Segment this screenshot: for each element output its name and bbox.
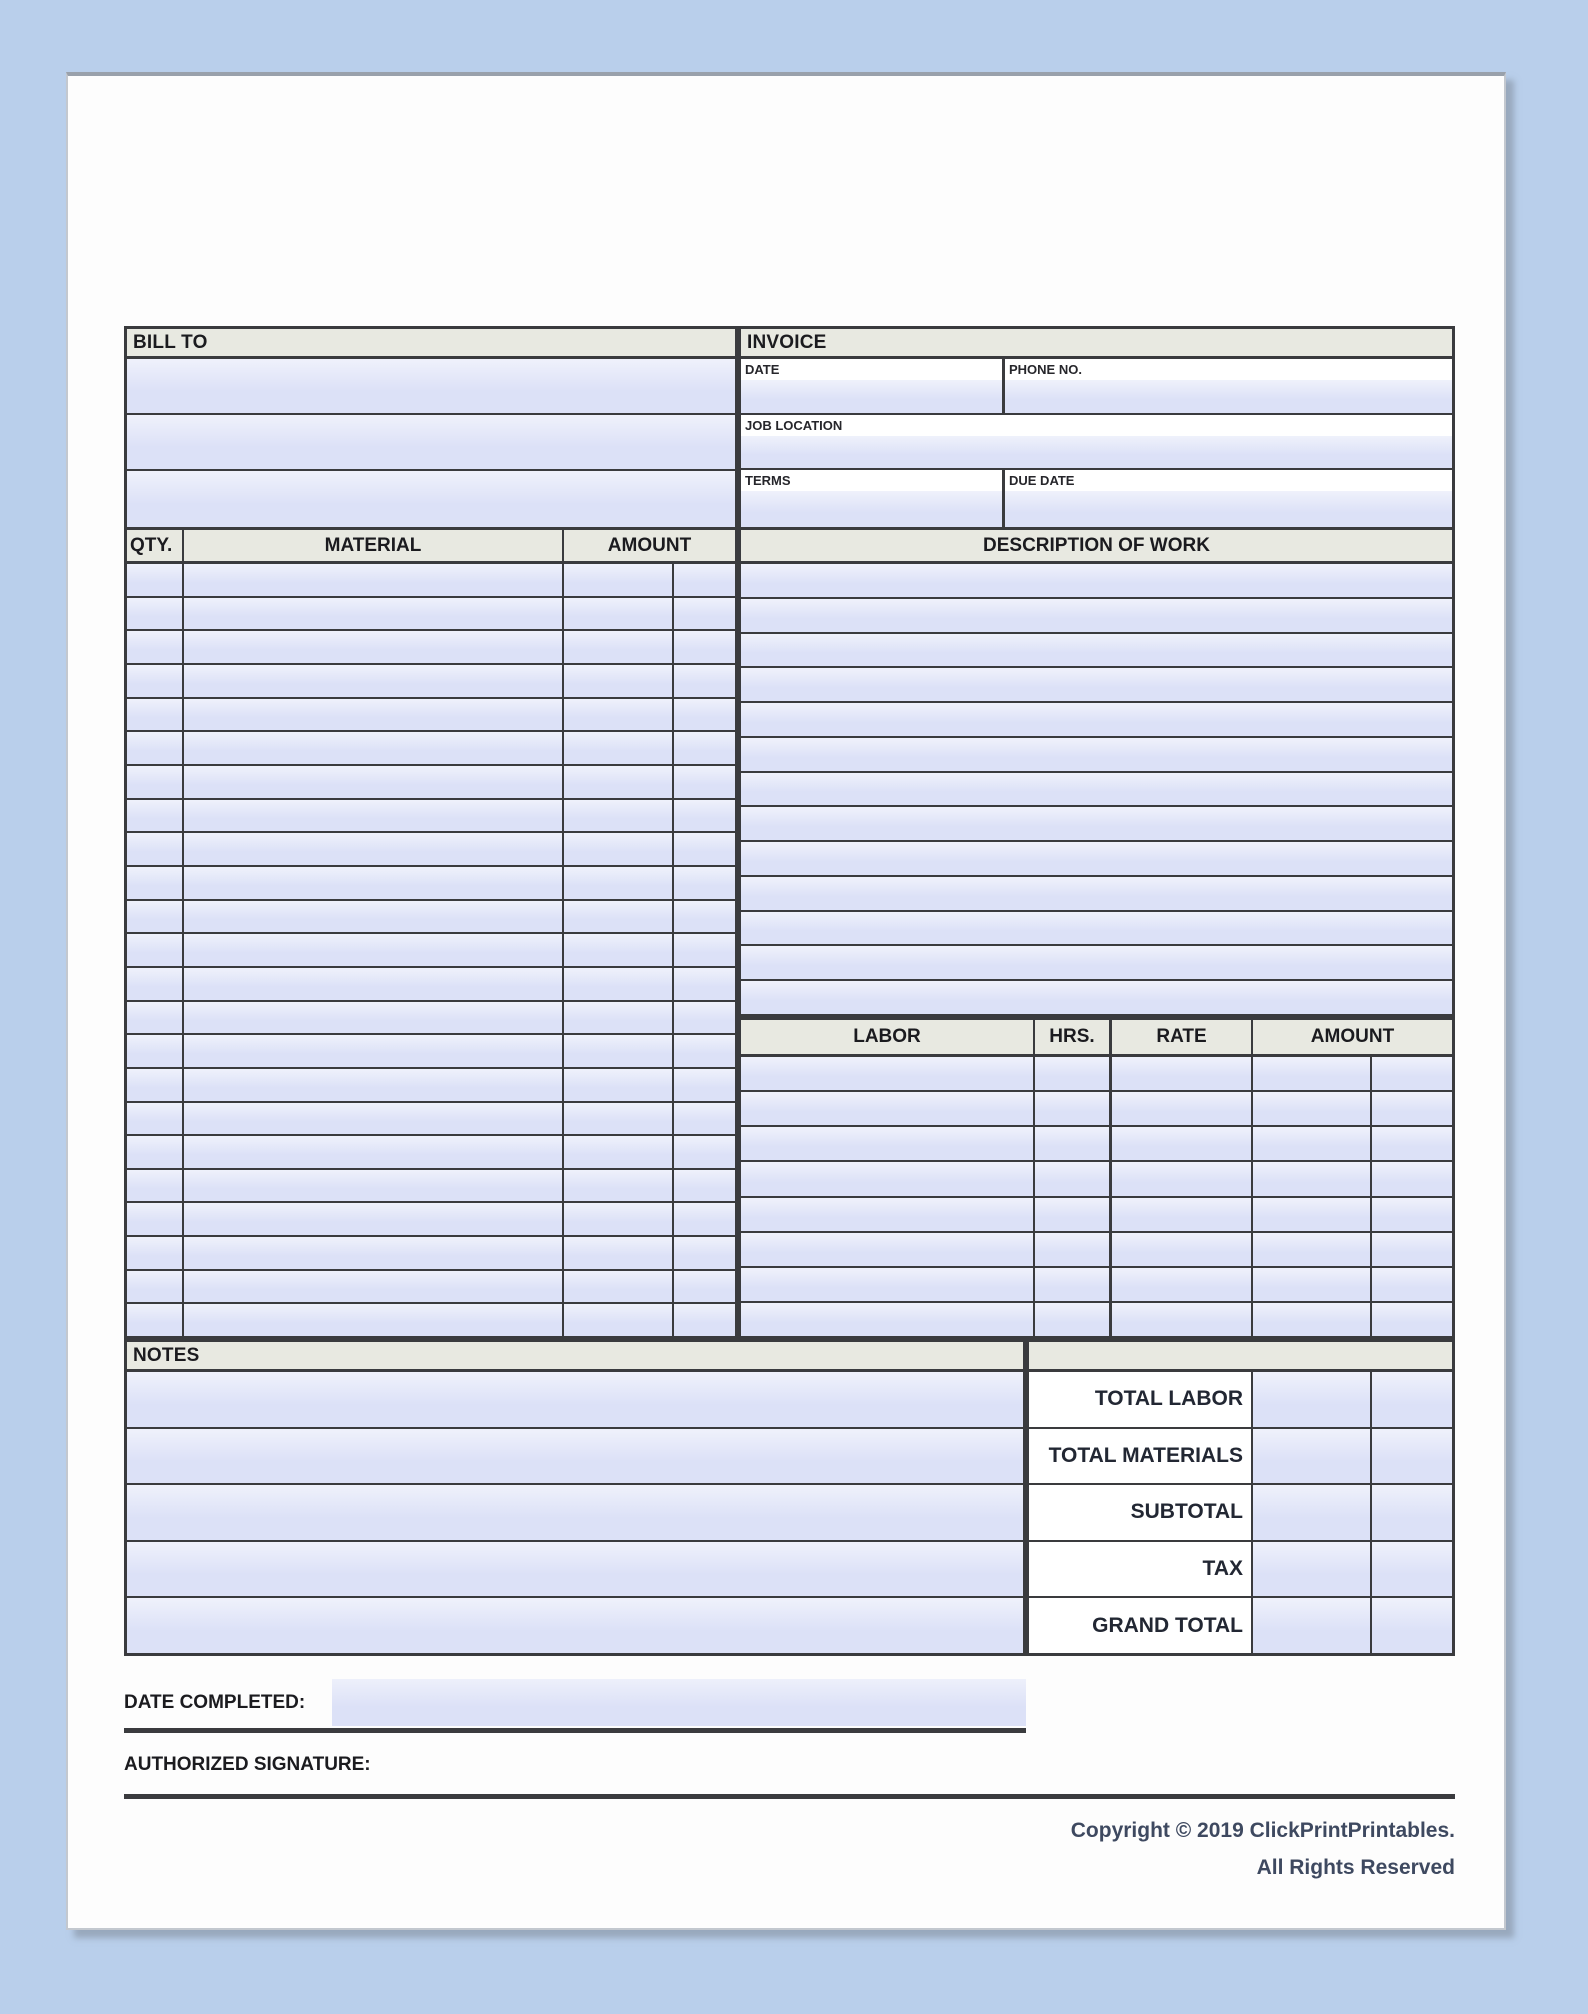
invoice-label: INVOICE [747, 331, 827, 353]
bill-to-label: BILL TO [133, 331, 208, 353]
labor-cell[interactable] [741, 1057, 1035, 1090]
notes-section [124, 1339, 1026, 1656]
notes-body [127, 1372, 1023, 1653]
bill-to-header [127, 329, 735, 359]
labor-body [741, 1057, 1452, 1336]
labor-row [741, 1127, 1452, 1162]
tax-cents-cell[interactable] [1372, 1542, 1452, 1597]
description-row[interactable] [741, 599, 1452, 634]
material-cell[interactable] [184, 1103, 564, 1135]
material-row [127, 699, 735, 733]
terms-input[interactable] [741, 491, 1002, 527]
material-amount-dollars-cell[interactable] [564, 1035, 674, 1067]
material-amount-cents-cell[interactable] [674, 1237, 735, 1269]
labor-amount-dollars-cell[interactable] [1253, 1268, 1372, 1301]
labor-column-header: LABOR [741, 1020, 1035, 1054]
total-materials-cents-cell[interactable] [1372, 1429, 1452, 1484]
description-row[interactable] [741, 877, 1452, 912]
material-cell[interactable] [184, 1136, 564, 1168]
rate-cell[interactable] [1112, 1268, 1253, 1301]
due-date-input[interactable] [1005, 491, 1452, 527]
material-cell[interactable] [184, 598, 564, 630]
labor-amount-dollars-cell[interactable] [1253, 1162, 1372, 1195]
tax-label: TAX [1029, 1542, 1253, 1597]
material-amount-cents-cell[interactable] [674, 1103, 735, 1135]
material-amount-dollars-cell[interactable] [564, 1002, 674, 1034]
material-amount-dollars-cell[interactable] [564, 665, 674, 697]
qty-cell[interactable] [127, 934, 184, 966]
grand-total-row [1029, 1598, 1452, 1653]
material-amount-cents-cell[interactable] [674, 1136, 735, 1168]
total-labor-cents-cell[interactable] [1372, 1372, 1452, 1427]
job-location-input[interactable] [741, 436, 1452, 468]
invoice-row-terms-due [741, 470, 1452, 527]
labor-amount-cents-cell[interactable] [1372, 1233, 1452, 1266]
material-amount-cents-cell[interactable] [674, 1271, 735, 1303]
material-amount-dollars-cell[interactable] [564, 867, 674, 899]
material-row [127, 1136, 735, 1170]
qty-cell[interactable] [127, 833, 184, 865]
copyright-line-1: Copyright © 2019 ClickPrintPrintables. [1070, 1819, 1455, 1842]
materials-header-row [127, 530, 735, 564]
bill-to-input-row-1[interactable] [127, 359, 735, 415]
labor-cell[interactable] [741, 1127, 1035, 1160]
phone-field [1005, 359, 1452, 413]
notes-row[interactable] [127, 1542, 1023, 1599]
material-amount-cents-cell[interactable] [674, 833, 735, 865]
material-amount-cents-cell[interactable] [674, 631, 735, 663]
subtotal-label: SUBTOTAL [1029, 1485, 1253, 1540]
material-row [127, 564, 735, 598]
material-amount-dollars-cell[interactable] [564, 1170, 674, 1202]
subtotal-row [1029, 1485, 1452, 1542]
labor-amount-dollars-cell[interactable] [1253, 1057, 1372, 1090]
description-of-work-section [738, 527, 1455, 1017]
subtotal-dollars-cell[interactable] [1253, 1485, 1372, 1540]
tax-dollars-cell[interactable] [1253, 1542, 1372, 1597]
tax-row [1029, 1542, 1452, 1599]
grand-total-cents-cell[interactable] [1372, 1598, 1452, 1653]
material-row [127, 800, 735, 834]
material-row [127, 665, 735, 699]
labor-row [741, 1303, 1452, 1336]
material-amount-dollars-cell[interactable] [564, 968, 674, 1000]
labor-amount-dollars-cell[interactable] [1253, 1092, 1372, 1125]
material-amount-cents-cell[interactable] [674, 1304, 735, 1336]
totals-body [1029, 1372, 1452, 1653]
material-amount-dollars-cell[interactable] [564, 699, 674, 731]
material-amount-cents-cell[interactable] [674, 766, 735, 798]
material-row [127, 732, 735, 766]
labor-header-row [741, 1020, 1452, 1057]
terms-label: TERMS [741, 470, 1002, 491]
material-amount-dollars-cell[interactable] [564, 800, 674, 832]
material-amount-cents-cell[interactable] [674, 1035, 735, 1067]
labor-amount-cents-cell[interactable] [1372, 1303, 1452, 1336]
qty-cell[interactable] [127, 1271, 184, 1303]
labor-row [741, 1268, 1452, 1303]
labor-row [741, 1092, 1452, 1127]
labor-cell[interactable] [741, 1303, 1035, 1336]
date-label: DATE [741, 359, 1002, 380]
date-field [741, 359, 1005, 413]
qty-cell[interactable] [127, 1002, 184, 1034]
labor-row [741, 1162, 1452, 1197]
labor-amount-cents-cell[interactable] [1372, 1092, 1452, 1125]
qty-cell[interactable] [127, 1170, 184, 1202]
qty-cell[interactable] [127, 800, 184, 832]
material-cell[interactable] [184, 665, 564, 697]
labor-amount-cents-cell[interactable] [1372, 1057, 1452, 1090]
description-row[interactable] [741, 912, 1452, 947]
invoice-page [66, 72, 1506, 1930]
subtotal-cents-cell[interactable] [1372, 1485, 1452, 1540]
material-cell[interactable] [184, 732, 564, 764]
grand-total-dollars-cell[interactable] [1253, 1598, 1372, 1653]
labor-amount-dollars-cell[interactable] [1253, 1233, 1372, 1266]
qty-cell[interactable] [127, 598, 184, 630]
material-amount-dollars-cell[interactable] [564, 1271, 674, 1303]
material-cell[interactable] [184, 800, 564, 832]
material-cell[interactable] [184, 1170, 564, 1202]
qty-cell[interactable] [127, 901, 184, 933]
material-row [127, 968, 735, 1002]
due-date-label: DUE DATE [1005, 470, 1452, 491]
materials-table [124, 527, 738, 1339]
description-row[interactable] [741, 946, 1452, 981]
material-row [127, 1271, 735, 1305]
material-amount-dollars-cell[interactable] [564, 1203, 674, 1235]
material-amount-dollars-cell[interactable] [564, 732, 674, 764]
rate-column-header: RATE [1112, 1020, 1253, 1054]
material-row [127, 1304, 735, 1336]
material-amount-dollars-cell[interactable] [564, 1103, 674, 1135]
material-cell[interactable] [184, 934, 564, 966]
material-cell[interactable] [184, 1069, 564, 1101]
hrs-cell[interactable] [1035, 1127, 1112, 1160]
material-amount-dollars-cell[interactable] [564, 934, 674, 966]
material-amount-cents-cell[interactable] [674, 1002, 735, 1034]
hrs-cell[interactable] [1035, 1303, 1112, 1336]
material-amount-dollars-cell[interactable] [564, 598, 674, 630]
material-cell[interactable] [184, 699, 564, 731]
notes-row[interactable] [127, 1429, 1023, 1486]
material-row [127, 1002, 735, 1036]
notes-label: NOTES [133, 1344, 200, 1366]
material-amount-cents-cell[interactable] [674, 867, 735, 899]
hrs-cell[interactable] [1035, 1162, 1112, 1195]
hrs-cell[interactable] [1035, 1198, 1112, 1231]
material-cell[interactable] [184, 1304, 564, 1336]
rate-cell[interactable] [1112, 1162, 1253, 1195]
qty-cell[interactable] [127, 1103, 184, 1135]
material-cell[interactable] [184, 1237, 564, 1269]
labor-amount-cents-cell[interactable] [1372, 1127, 1452, 1160]
job-location-label: JOB LOCATION [741, 415, 1452, 436]
material-amount-cents-cell[interactable] [674, 800, 735, 832]
rate-cell[interactable] [1112, 1057, 1253, 1090]
labor-amount-dollars-cell[interactable] [1253, 1198, 1372, 1231]
material-row [127, 901, 735, 935]
material-amount-dollars-cell[interactable] [564, 564, 674, 596]
materials-body [127, 564, 735, 1336]
labor-row [741, 1057, 1452, 1092]
qty-cell[interactable] [127, 564, 184, 596]
material-amount-cents-cell[interactable] [674, 665, 735, 697]
labor-cell[interactable] [741, 1162, 1035, 1195]
notes-row[interactable] [127, 1485, 1023, 1542]
bill-to-input-row-2[interactable] [127, 415, 735, 471]
qty-cell[interactable] [127, 665, 184, 697]
material-amount-cents-cell[interactable] [674, 598, 735, 630]
material-amount-dollars-cell[interactable] [564, 1304, 674, 1336]
material-amount-cents-cell[interactable] [674, 564, 735, 596]
grand-total-label: GRAND TOTAL [1029, 1598, 1253, 1653]
authorized-signature-label: AUTHORIZED SIGNATURE: [124, 1754, 371, 1775]
material-amount-cents-cell[interactable] [674, 699, 735, 731]
description-row[interactable] [741, 981, 1452, 1014]
date-completed-label: DATE COMPLETED: [124, 1692, 306, 1713]
total-materials-label: TOTAL MATERIALS [1029, 1429, 1253, 1484]
qty-cell[interactable] [127, 1304, 184, 1336]
total-labor-dollars-cell[interactable] [1253, 1372, 1372, 1427]
material-row [127, 1203, 735, 1237]
material-row [127, 867, 735, 901]
material-cell[interactable] [184, 867, 564, 899]
invoice-header [741, 329, 1452, 359]
description-row[interactable] [741, 668, 1452, 703]
notes-row[interactable] [127, 1598, 1023, 1653]
date-completed-underline [124, 1728, 1026, 1733]
material-amount-cents-cell[interactable] [674, 934, 735, 966]
labor-amount-dollars-cell[interactable] [1253, 1303, 1372, 1336]
qty-cell[interactable] [127, 968, 184, 1000]
material-amount-dollars-cell[interactable] [564, 1136, 674, 1168]
date-input[interactable] [741, 380, 1002, 413]
hrs-cell[interactable] [1035, 1268, 1112, 1301]
material-cell[interactable] [184, 1035, 564, 1067]
notes-header [127, 1342, 1023, 1372]
material-row [127, 1035, 735, 1069]
material-column-header: MATERIAL [184, 530, 564, 561]
authorized-signature-line [124, 1794, 1455, 1799]
description-row[interactable] [741, 703, 1452, 738]
labor-row [741, 1233, 1452, 1268]
material-amount-dollars-cell[interactable] [564, 833, 674, 865]
material-cell[interactable] [184, 766, 564, 798]
qty-column-header: QTY. [127, 530, 184, 561]
rate-cell[interactable] [1112, 1198, 1253, 1231]
description-row[interactable] [741, 634, 1452, 669]
materials-amount-column-header: AMOUNT [607, 534, 692, 556]
rate-cell[interactable] [1112, 1127, 1253, 1160]
description-row[interactable] [741, 564, 1452, 599]
material-row [127, 766, 735, 800]
qty-cell[interactable] [127, 1136, 184, 1168]
labor-cell[interactable] [741, 1092, 1035, 1125]
qty-cell[interactable] [127, 1069, 184, 1101]
material-row [127, 1103, 735, 1137]
copyright-notice [124, 1812, 1455, 1886]
hrs-cell[interactable] [1035, 1092, 1112, 1125]
material-amount-dollars-cell[interactable] [564, 766, 674, 798]
labor-cell[interactable] [741, 1268, 1035, 1301]
copyright-line-2: All Rights Reserved [1256, 1856, 1455, 1879]
qty-cell[interactable] [127, 766, 184, 798]
material-row [127, 833, 735, 867]
qty-cell[interactable] [127, 732, 184, 764]
material-amount-dollars-cell[interactable] [564, 631, 674, 663]
labor-cell[interactable] [741, 1233, 1035, 1266]
material-cell[interactable] [184, 901, 564, 933]
phone-input[interactable] [1005, 380, 1452, 413]
totals-section [1026, 1339, 1455, 1656]
invoice-row-job-location [741, 415, 1452, 470]
qty-cell[interactable] [127, 1237, 184, 1269]
job-location-field [741, 415, 1452, 468]
material-cell[interactable] [184, 833, 564, 865]
material-amount-cents-cell[interactable] [674, 1069, 735, 1101]
rate-cell[interactable] [1112, 1092, 1253, 1125]
material-amount-cents-cell[interactable] [674, 732, 735, 764]
material-row [127, 1069, 735, 1103]
labor-cell[interactable] [741, 1198, 1035, 1231]
material-cell[interactable] [184, 564, 564, 596]
labor-amount-dollars-cell[interactable] [1253, 1127, 1372, 1160]
labor-row [741, 1198, 1452, 1233]
date-completed-input[interactable] [332, 1679, 1026, 1726]
material-amount-cents-cell[interactable] [674, 901, 735, 933]
notes-row[interactable] [127, 1372, 1023, 1429]
total-labor-row [1029, 1372, 1452, 1429]
labor-table [738, 1017, 1455, 1339]
description-of-work-header: DESCRIPTION OF WORK [741, 530, 1452, 564]
material-cell[interactable] [184, 1271, 564, 1303]
material-row [127, 631, 735, 665]
material-cell[interactable] [184, 968, 564, 1000]
total-materials-dollars-cell[interactable] [1253, 1429, 1372, 1484]
material-row [127, 1170, 735, 1204]
qty-cell[interactable] [127, 631, 184, 663]
qty-cell[interactable] [127, 1203, 184, 1235]
description-body [741, 564, 1452, 1014]
description-row[interactable] [741, 738, 1452, 773]
material-amount-dollars-cell[interactable] [564, 1237, 674, 1269]
phone-label: PHONE NO. [1005, 359, 1452, 380]
labor-amount-cents-cell[interactable] [1372, 1162, 1452, 1195]
invoice-section [738, 326, 1455, 527]
labor-amount-cents-cell[interactable] [1372, 1198, 1452, 1231]
hrs-cell[interactable] [1035, 1233, 1112, 1266]
total-materials-row [1029, 1429, 1452, 1486]
labor-amount-cents-cell[interactable] [1372, 1268, 1452, 1301]
hrs-column-header: HRS. [1035, 1020, 1112, 1054]
qty-cell[interactable] [127, 1035, 184, 1067]
material-row [127, 934, 735, 968]
material-amount-cents-cell[interactable] [674, 1203, 735, 1235]
bill-to-input-row-3[interactable] [127, 471, 735, 527]
qty-cell[interactable] [127, 867, 184, 899]
due-date-field [1005, 470, 1452, 527]
material-cell[interactable] [184, 1002, 564, 1034]
material-cell[interactable] [184, 1203, 564, 1235]
material-row [127, 1237, 735, 1271]
material-amount-cents-cell[interactable] [674, 1170, 735, 1202]
labor-amount-column-header: AMOUNT [1310, 1026, 1395, 1047]
description-row[interactable] [741, 807, 1452, 842]
description-row[interactable] [741, 842, 1452, 877]
total-labor-label: TOTAL LABOR [1029, 1372, 1253, 1427]
invoice-row-date-phone [741, 359, 1452, 415]
terms-field [741, 470, 1005, 527]
qty-cell[interactable] [127, 699, 184, 731]
description-row[interactable] [741, 773, 1452, 808]
hrs-cell[interactable] [1035, 1057, 1112, 1090]
material-amount-dollars-cell[interactable] [564, 1069, 674, 1101]
rate-cell[interactable] [1112, 1303, 1253, 1336]
rate-cell[interactable] [1112, 1233, 1253, 1266]
material-cell[interactable] [184, 631, 564, 663]
material-amount-dollars-cell[interactable] [564, 901, 674, 933]
bill-to-section [124, 326, 738, 527]
material-row [127, 598, 735, 632]
material-amount-cents-cell[interactable] [674, 968, 735, 1000]
totals-header-bar [1029, 1342, 1452, 1372]
